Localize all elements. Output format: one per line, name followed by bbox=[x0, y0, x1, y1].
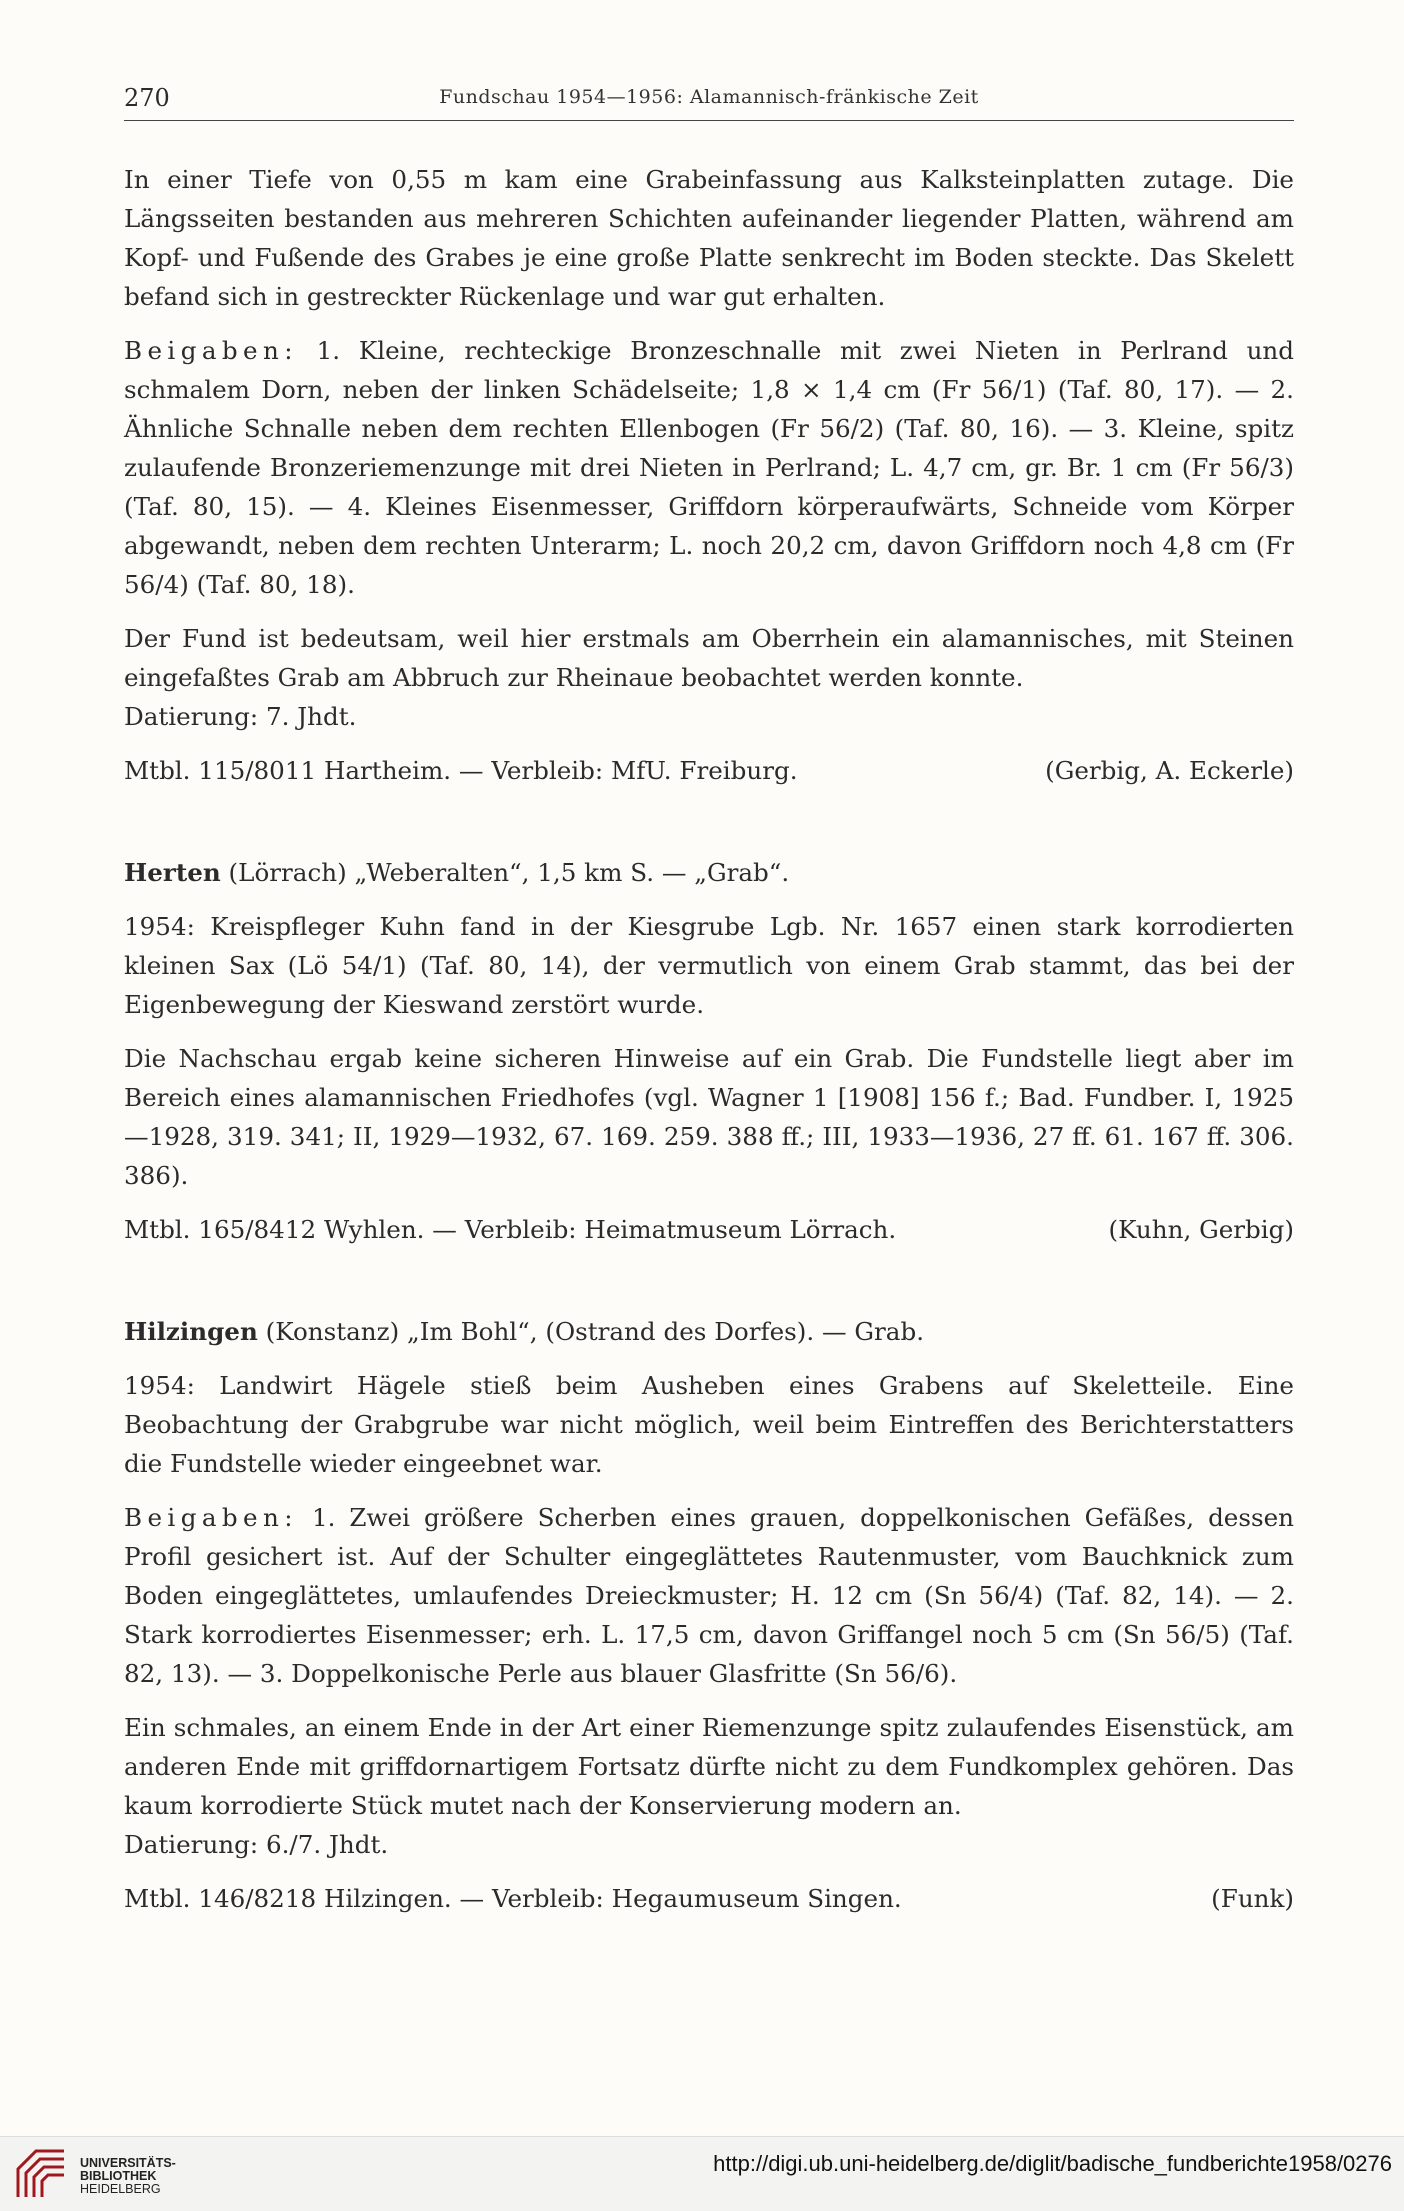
paragraph: In einer Tiefe von 0,55 m kam eine Grabeinfassung aus Kalksteinplatten zutage. Die Längsseiten bestanden aus mehreren Schichten aufeinander liegender Platten, während am Kopf- und Fußende des Grabes je eine große Platte senkrecht im Boden steckte. Das Skelett befand sich in gestreckter Rückenlage und war gut erhalten. bbox=[124, 165, 1294, 311]
digitization-footer bbox=[0, 2136, 1404, 2211]
library-name: UNIVERSITÄTS- BIBLIOTHEK HEIDELBERG bbox=[80, 2156, 176, 2196]
library-logo-icon bbox=[14, 2147, 70, 2201]
site-name: Hilzingen bbox=[124, 1317, 258, 1346]
authors: (Kuhn, Gerbig) bbox=[1108, 1215, 1294, 1244]
dating: Datierung: 7. Jhdt. bbox=[124, 702, 357, 731]
grave-goods-text: 1. Kleine, rechteckige Bronzeschnalle mit zwei Nieten in Perlrand und schmalem Dorn, neben der linken Schädelseite; 1,8 × 1,4 cm (Fr 56/1) (Taf. 80, 17). — 2. Ähnliche Schnalle neben dem rechten Ellenbogen (Fr 56/2) (Taf. 80, 16). — 3. Kleine, spitz zulaufende Bronzeriemenzunge mit drei Nieten in Perlrand; L. 4,7 cm, gr. Br. 1 cm (Fr 56/3) (Taf. 80, 15). — 4. Kleines Eisenmesser, Griffdorn körperaufwärts, Schneide vom Körper abgewandt, neben dem rechten Unterarm; L. noch 20,2 cm, davon Griffdorn noch 4,8 cm (Fr 56/4) (Taf. 80, 18). bbox=[124, 336, 1295, 599]
grave-goods-label: Beigaben: bbox=[124, 336, 298, 365]
paragraph: Ein schmales, an einem Ende in der Art einer Riemenzunge spitz zulaufendes Eisenstück, am anderen Ende mit griffdornartigem Fortsatz dürfte nicht zu dem Fundkomplex gehören. Das kaum korrodierte Stück mutet nach der Konservierung modern an. bbox=[124, 1713, 1294, 1820]
reference-line bbox=[124, 1210, 1294, 1249]
grave-goods-paragraph bbox=[124, 331, 1294, 604]
paragraph: Der Fund ist bedeutsam, weil hier erstmals am Oberrhein ein alamannisches, mit Steinen eingefaßtes Grab am Abbruch zur Rheinaue beobachtet werden konnte. bbox=[124, 624, 1294, 692]
site-name: Herten bbox=[124, 858, 221, 887]
entry-heading-herten bbox=[124, 853, 1294, 892]
map-reference: Mtbl. 165/8412 Wyhlen. — Verbleib: Heimatmuseum Lörrach. bbox=[124, 1215, 897, 1244]
paragraph: 1954: Landwirt Hägele stieß beim Ausheben eines Grabens auf Skeletteile. Eine Beobachtung der Grabgrube war nicht möglich, weil beim Eintreffen des Berichterstatters die Fundstelle wieder eingeebnet war. bbox=[124, 1371, 1294, 1478]
map-reference: Mtbl. 146/8218 Hilzingen. — Verbleib: Hegaumuseum Singen. bbox=[124, 1884, 902, 1913]
paragraph: Die Nachschau ergab keine sicheren Hinweise auf ein Grab. Die Fundstelle liegt aber im Bereich eines alamannischen Friedhofes (vgl. Wagner 1 [1908] 156 f.; Bad. Fundber. I, 1925—1928, 319. 341; II, 1929—1932, 67. 169. 259. 388 ff.; III, 1933—1936, 27 ff. 61. 167 ff. 306. 386). bbox=[124, 1044, 1294, 1190]
map-reference: Mtbl. 115/8011 Hartheim. — Verbleib: MfU. Freiburg. bbox=[124, 756, 798, 785]
site-location: (Lörrach) „Weberalten“, 1,5 km S. — „Grab“. bbox=[220, 858, 790, 887]
running-head bbox=[124, 80, 1294, 121]
authors: (Gerbig, A. Eckerle) bbox=[1045, 756, 1294, 785]
authors: (Funk) bbox=[1211, 1884, 1294, 1913]
page-body bbox=[124, 160, 1294, 1933]
grave-goods-paragraph bbox=[124, 1498, 1294, 1693]
reference-line bbox=[124, 1879, 1294, 1918]
grave-goods-text: 1. Zwei größere Scherben eines grauen, doppelkonischen Gefäßes, dessen Profil gesichert ist. Auf der Schulter eingeglättetes Rautenmuster, vom Bauchknick zum Boden eingeglättetes, umlaufendes Dreieckmuster; H. 12 cm (Sn 56/4) (Taf. 82, 14). — 2. Stark korrodiertes Eisenmesser; erh. L. 17,5 cm, davon Griffangel noch 5 cm (Sn 56/5) (Taf. 82, 13). — 3. Doppelkonische Perle aus blauer Glasfritte (Sn 56/6). bbox=[124, 1503, 1294, 1688]
reference-line bbox=[124, 751, 1294, 790]
paragraph: 1954: Kreispfleger Kuhn fand in der Kiesgrube Lgb. Nr. 1657 einen stark korrodierten kleinen Sax (Lö 54/1) (Taf. 80, 14), der vermutlich von einem Grab stammt, das bei der Eigenbewegung der Kieswand zerstört wurde. bbox=[124, 912, 1294, 1019]
page-number: 270 bbox=[124, 84, 170, 112]
dating: Datierung: 6./7. Jhdt. bbox=[124, 1830, 389, 1859]
grave-goods-label: Beigaben: bbox=[124, 1503, 298, 1532]
entry-heading-hilzingen bbox=[124, 1312, 1294, 1351]
source-url-link[interactable]: http://digi.ub.uni-heidelberg.de/diglit/badische_fundberichte1958/0276 bbox=[713, 2151, 1392, 2176]
running-title: Fundschau 1954—1956: Alamannisch-fränkische Zeit bbox=[439, 86, 979, 108]
site-location: (Konstanz) „Im Bohl“, (Ostrand des Dorfes). — Grab. bbox=[257, 1317, 925, 1346]
